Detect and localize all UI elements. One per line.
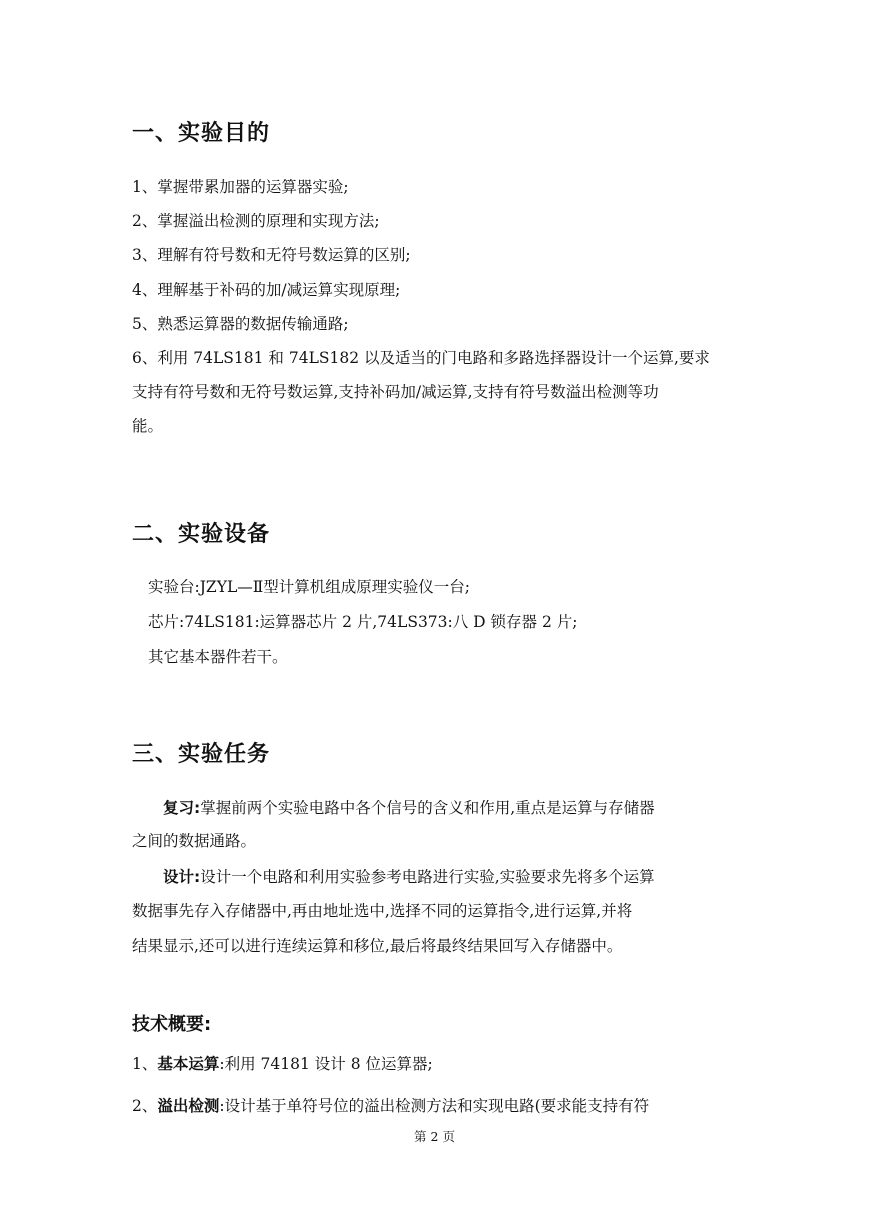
purpose-item-5: 5、熟悉运算器的数据传输通路; — [132, 315, 349, 333]
tech-item-1-num: 1、 — [132, 1055, 158, 1073]
tech-item-2-text: 设计基于单符号位的溢出检测方法和实现电路(要求能支持有符 — [224, 1097, 650, 1115]
tech-summary-title: 技术概要: — [132, 1014, 212, 1035]
review-continuation: 之间的数据通路。 — [132, 832, 257, 850]
review-paragraph — [163, 798, 655, 818]
purpose-item-6-line-3: 能。 — [132, 417, 164, 435]
design-label: 设计: — [163, 868, 201, 886]
review-label: 复习: — [163, 799, 201, 817]
purpose-item-3: 3、理解有符号数和无符号数运算的区别; — [132, 246, 411, 264]
tech-item-1 — [132, 1054, 433, 1074]
section-title-equipment: 二、实验设备 — [132, 522, 271, 547]
tech-item-2-num: 2、 — [132, 1097, 158, 1115]
tech-item-2 — [132, 1096, 649, 1116]
equipment-line-2: 芯片:74LS181:运算器芯片 2 片,74LS373:八 D 锁存器 2 片; — [148, 613, 578, 631]
purpose-item-2: 2、掌握溢出检测的原理和实现方法; — [132, 212, 380, 230]
tech-item-1-text: 利用 74181 设计 8 位运算器; — [224, 1055, 433, 1073]
design-paragraph — [163, 867, 655, 887]
purpose-item-1: 1、掌握带累加器的运算器实验; — [132, 178, 349, 196]
section-title-tasks: 三、实验任务 — [132, 742, 271, 767]
purpose-item-6-line-2: 支持有符号数和无符号数运算,支持补码加/减运算,支持有符号数溢出检测等功 — [132, 383, 659, 401]
purpose-item-4: 4、理解基于补码的加/减运算实现原理; — [132, 281, 401, 299]
tech-item-1-sep: : — [219, 1055, 225, 1073]
purpose-item-6-line-1: 6、利用 74LS181 和 74LS182 以及适当的门电路和多路选择器设计一个运算,要求 — [132, 349, 710, 367]
equipment-line-1: 实验台:JZYL—Ⅱ型计算机组成原理实验仪一台; — [148, 578, 470, 596]
tech-item-2-label: 溢出检测 — [157, 1097, 220, 1115]
tech-item-2-sep: : — [219, 1097, 225, 1115]
design-text: 设计一个电路和利用实验参考电路进行实验,实验要求先将多个运算 — [200, 868, 655, 886]
design-continuation-2: 结果显示,还可以进行连续运算和移位,最后将最终结果回写入存储器中。 — [132, 937, 623, 955]
equipment-line-3: 其它基本器件若干。 — [148, 648, 288, 666]
page-number: 第 2 页 — [414, 1129, 455, 1144]
design-continuation-1: 数据事先存入存储器中,再由地址选中,选择不同的运算指令,进行运算,并将 — [132, 902, 633, 920]
review-text: 掌握前两个实验电路中各个信号的含义和作用,重点是运算与存储器 — [200, 799, 655, 817]
tech-item-1-label: 基本运算 — [157, 1055, 220, 1073]
section-title-purpose: 一、实验目的 — [132, 121, 271, 146]
